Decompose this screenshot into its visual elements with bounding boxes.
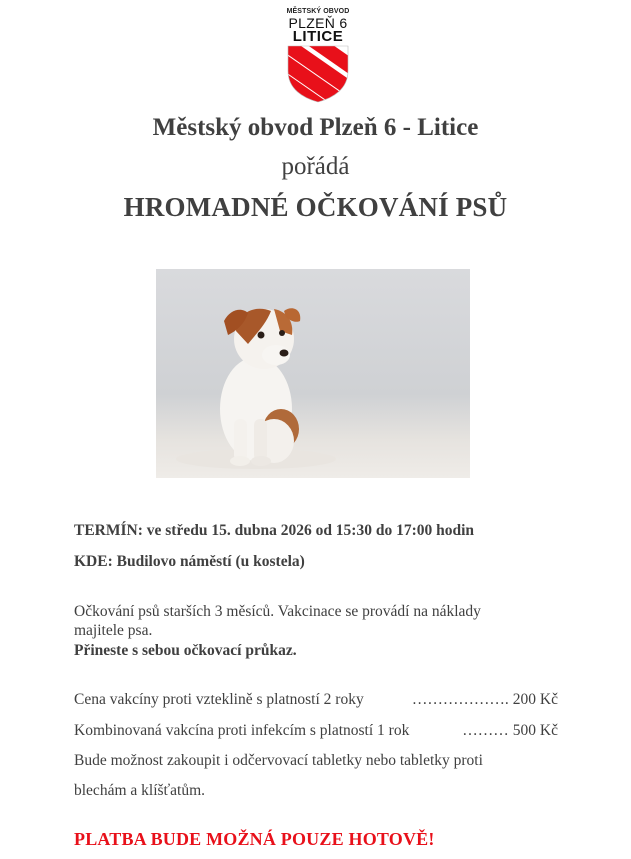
puppy-illustration: [156, 269, 470, 478]
puppy-photo: [156, 269, 470, 478]
info-line-3: Přineste s sebou očkovací průkaz.: [74, 642, 297, 659]
logo-line-3: LITICE: [292, 28, 344, 45]
info-line-2: majitele psa.: [74, 622, 153, 639]
shield-icon: [287, 45, 349, 103]
price-value: 500 Kč: [512, 722, 558, 739]
price-row-combined: [74, 722, 558, 740]
price-row-rabies: [74, 691, 558, 709]
event-date: TERMÍN: ve středu 15. dubna 2026 od 15:30 do 17:00 hodin: [74, 522, 475, 539]
info-line-1: Očkování psů starších 3 měsíců. Vakcinace se provádí na náklady: [74, 603, 481, 620]
logo-line-2: PLZEŇ 6: [288, 15, 348, 31]
logo-line-1: MĚSTSKÝ OBVOD: [286, 8, 350, 15]
price-value: 200 Kč: [512, 691, 558, 708]
price-dots: ………: [462, 722, 509, 739]
organizer-heading: Městský obvod Plzeň 6 - Litice: [152, 114, 479, 141]
event-title: HROMADNÉ OČKOVÁNÍ PSŮ: [123, 192, 508, 222]
municipal-logo: [285, 8, 351, 103]
verb-heading: pořádá: [281, 153, 350, 180]
event-location: KDE: Budilovo náměstí (u kostela): [74, 553, 305, 570]
payment-warning: PLATBA BUDE MOŽNÁ POUZE HOTOVĚ!: [74, 829, 435, 849]
extra-line-1: Bude možnost zakoupit i odčervovací tabletky nebo tabletky proti: [74, 752, 483, 769]
extra-line-2: blechám a klíšťatům.: [74, 782, 206, 799]
price-label: Cena vakcíny proti vzteklině s platností 2 roky: [74, 691, 364, 708]
price-dots: ……………….: [411, 691, 509, 708]
price-label: Kombinovaná vakcína proti infekcím s platností 1 rok: [74, 722, 410, 739]
